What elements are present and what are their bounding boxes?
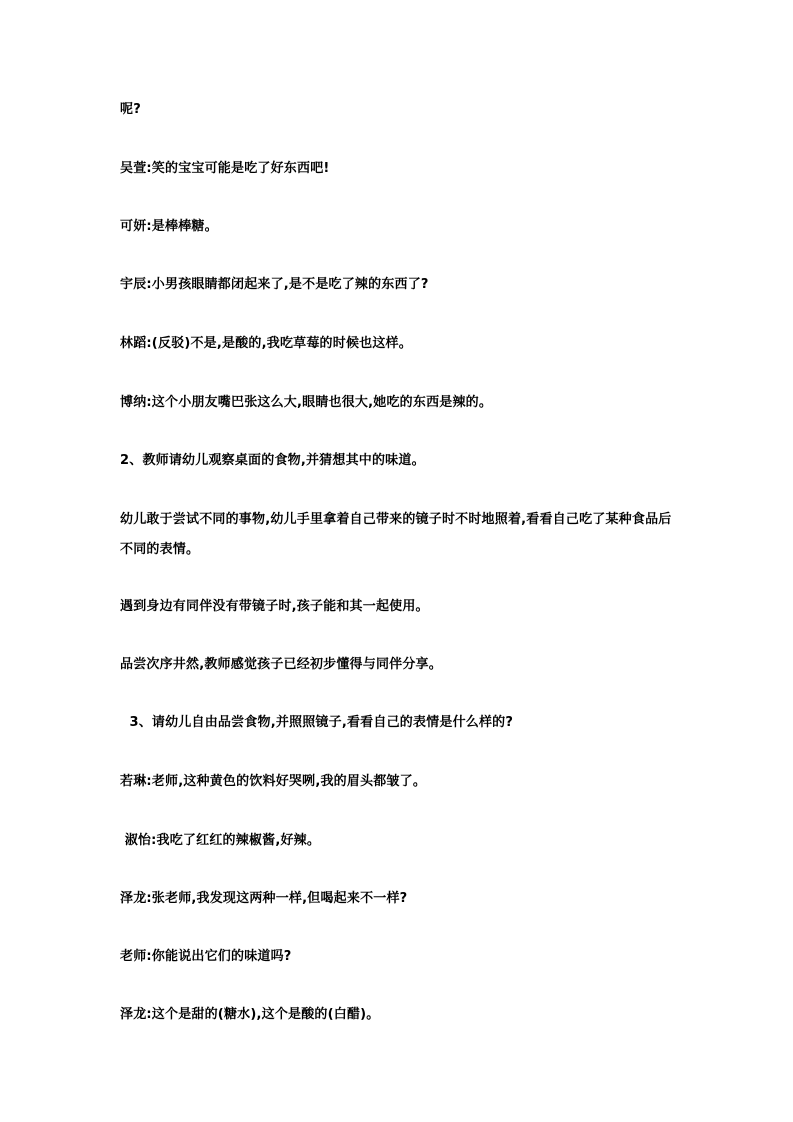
text-line-16: 泽龙:这个是甜的(糖水),这个是酸的(白醋)。: [120, 1007, 380, 1022]
text-line-5: 林蹈:(反驳)不是,是酸的,我吃草莓的时候也这样。: [120, 336, 412, 351]
text-line-13: 淑怡:我吃了红红的辣椒酱,好辣。: [120, 833, 321, 848]
text-line-14: 泽龙:张老师,我发现这两种一样,但喝起来不一样?: [120, 891, 408, 906]
text-line-1: 呢?: [120, 102, 141, 117]
text-line-4: 宇辰:小男孩眼睛都闭起来了,是不是吃了辣的东西了?: [120, 277, 429, 292]
text-line-10: 品尝次序井然,教师感觉孩子已经初步懂得与同伴分享。: [120, 657, 442, 672]
text-line-7: 2、教师请幼儿观察桌面的食物,并猜想其中的味道。: [120, 453, 425, 468]
text-line-9: 遇到身边有同伴没有带镜子时,孩子能和其一起使用。: [120, 599, 429, 614]
text-line-6: 博纳:这个小朋友嘴巴张这么大,眼睛也很大,她吃的东西是辣的。: [120, 395, 493, 410]
text-line-15: 老师:你能说出它们的味道吗?: [120, 949, 292, 964]
text-line-8: 幼儿敢于尝试不同的事物,幼儿手里拿着自己带来的镜子时不时地照着,看看自己吃了某种食品后不同的表情。: [120, 512, 672, 557]
text-line-2: 吴萱:笑的宝宝可能是吃了好东西吧!: [120, 161, 330, 176]
text-line-12: 若琳:老师,这种黄色的饮料好哭咧,我的眉头都皱了。: [120, 774, 427, 789]
text-line-3: 可妍:是棒棒糖。: [120, 219, 218, 234]
text-line-11: 3、请幼儿自由品尝食物,并照照镜子,看看自己的表情是什么样的?: [120, 715, 514, 730]
